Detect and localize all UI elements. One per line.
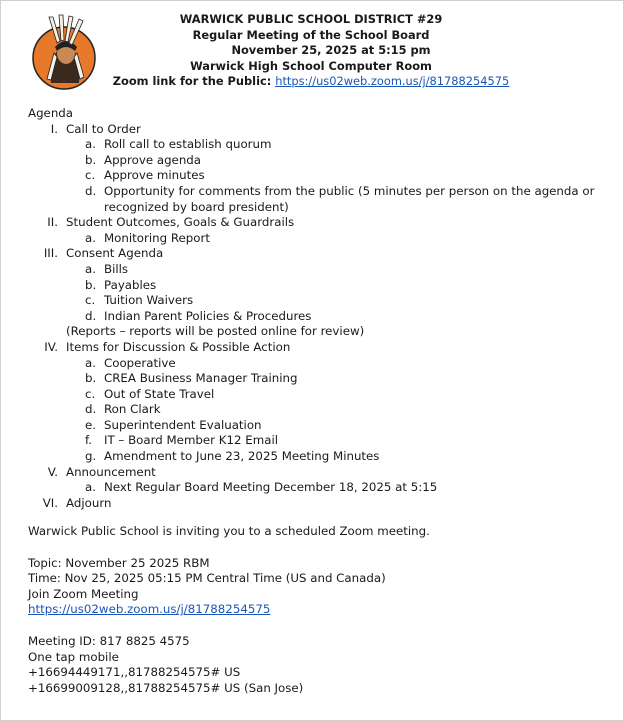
item-letter: a. — [85, 480, 96, 495]
section-title: Announcement — [66, 464, 156, 479]
agenda-section — [28, 340, 608, 356]
agenda-item — [28, 153, 608, 169]
agenda-item — [28, 262, 608, 278]
agenda-section — [28, 496, 608, 512]
zoom-link[interactable]: https://us02web.zoom.us/j/81788254575 — [275, 74, 510, 88]
meeting-date: November 25, 2025 at 5:15 pm — [231, 43, 431, 57]
item-letter: g. — [85, 449, 97, 464]
section-title: Consent Agenda — [66, 246, 164, 261]
item-letter: b. — [85, 277, 97, 292]
agenda-item — [28, 184, 608, 215]
join-link[interactable]: https://us02web.zoom.us/j/81788254575 — [28, 602, 271, 617]
agenda-section — [28, 465, 608, 481]
item-text: IT – Board Member K12 Email — [104, 433, 279, 448]
zoom-link-line — [101, 74, 521, 90]
agenda-section — [28, 246, 608, 262]
item-text: Monitoring Report — [104, 230, 210, 245]
meeting-topic: Topic: November 25 2025 RBM — [28, 555, 210, 570]
item-text: Ron Clark — [104, 402, 161, 417]
item-text: Approve agenda — [104, 152, 202, 167]
section-number: IV. — [44, 339, 58, 354]
item-text: Opportunity for comments from the public (5 minutes per person on the agenda or recognized by board president) — [104, 183, 595, 214]
item-text: Cooperative — [104, 355, 176, 370]
item-letter: c. — [85, 168, 96, 183]
meeting-type: Regular Meeting of the School Board — [192, 27, 430, 42]
item-text: Payables — [104, 277, 157, 292]
agenda-title: Agenda — [28, 106, 74, 120]
district-name: WARWICK PUBLIC SCHOOL DISTRICT #29 — [179, 12, 443, 26]
meeting-location: Warwick High School Computer Room — [190, 58, 432, 73]
section-title: Adjourn — [66, 495, 112, 510]
agenda-item — [28, 356, 608, 372]
join-label: Join Zoom Meeting — [28, 586, 139, 601]
section-number: VI. — [42, 495, 58, 510]
item-letter: c. — [85, 293, 96, 308]
item-text: Indian Parent Policies & Procedures — [104, 308, 312, 323]
item-letter: e. — [85, 417, 97, 432]
agenda-item — [28, 278, 608, 294]
meeting-header — [101, 12, 521, 90]
item-letter: d. — [85, 183, 97, 198]
zoom-invite — [28, 524, 618, 696]
section-number: I. — [50, 121, 58, 136]
item-text: Next Regular Board Meeting December 18, 2025 at 5:15 — [104, 480, 438, 495]
agenda-item — [28, 168, 608, 184]
item-letter: b. — [85, 371, 97, 386]
item-letter: b. — [85, 152, 97, 167]
item-letter: a. — [85, 355, 96, 370]
agenda-item — [28, 371, 608, 387]
phone-number: +16694449171,,81788254575# US — [28, 665, 241, 680]
phone-number: +16699009128,,81788254575# US (San Jose) — [28, 680, 304, 695]
item-text: Out of State Travel — [104, 386, 215, 401]
agenda-item — [28, 137, 608, 153]
meeting-id: Meeting ID: 817 8825 4575 — [28, 633, 190, 648]
agenda-section — [28, 122, 608, 138]
item-text: Tuition Waivers — [104, 293, 194, 308]
item-text: CREA Business Manager Training — [104, 371, 298, 386]
section-number: II. — [47, 215, 58, 230]
item-text: Bills — [104, 261, 129, 276]
invite-text: Warwick Public School is inviting you to a scheduled Zoom meeting. — [28, 524, 430, 538]
spacer — [28, 540, 618, 556]
item-letter: f. — [85, 433, 93, 448]
agenda-item — [28, 231, 608, 247]
item-letter: d. — [85, 308, 97, 323]
agenda-item — [28, 433, 608, 449]
section-title: Items for Discussion & Possible Action — [66, 339, 291, 354]
item-text: Superintendent Evaluation — [104, 417, 262, 432]
item-letter: a. — [85, 230, 96, 245]
item-letter: a. — [85, 261, 96, 276]
agenda — [28, 106, 608, 511]
spacer — [28, 618, 618, 634]
consent-note: (Reports – reports will be posted online for review) — [66, 324, 365, 339]
item-letter: a. — [85, 137, 96, 152]
zoom-link-label: Zoom link for the Public: — [112, 74, 276, 88]
agenda-section — [28, 215, 608, 231]
section-title: Student Outcomes, Goals & Guardrails — [66, 215, 295, 230]
meeting-time: Time: Nov 25, 2025 05:15 PM Central Time (US and Canada) — [28, 571, 386, 586]
item-text: Approve minutes — [104, 168, 205, 183]
section-title: Call to Order — [66, 121, 141, 136]
item-letter: c. — [85, 386, 96, 401]
agenda-item — [28, 402, 608, 418]
agenda-item — [28, 293, 608, 309]
agenda-item — [28, 309, 608, 325]
agenda-item — [28, 480, 608, 496]
section-number: V. — [47, 464, 58, 479]
section-number: III. — [43, 246, 58, 261]
item-text: Amendment to June 23, 2025 Meeting Minutes — [104, 449, 380, 464]
agenda-item — [28, 387, 608, 403]
one-tap-label: One tap mobile — [28, 649, 119, 664]
item-letter: d. — [85, 402, 97, 417]
item-text: Roll call to establish quorum — [104, 137, 272, 152]
agenda-item — [28, 449, 608, 465]
agenda-item — [28, 418, 608, 434]
district-logo — [29, 13, 99, 91]
